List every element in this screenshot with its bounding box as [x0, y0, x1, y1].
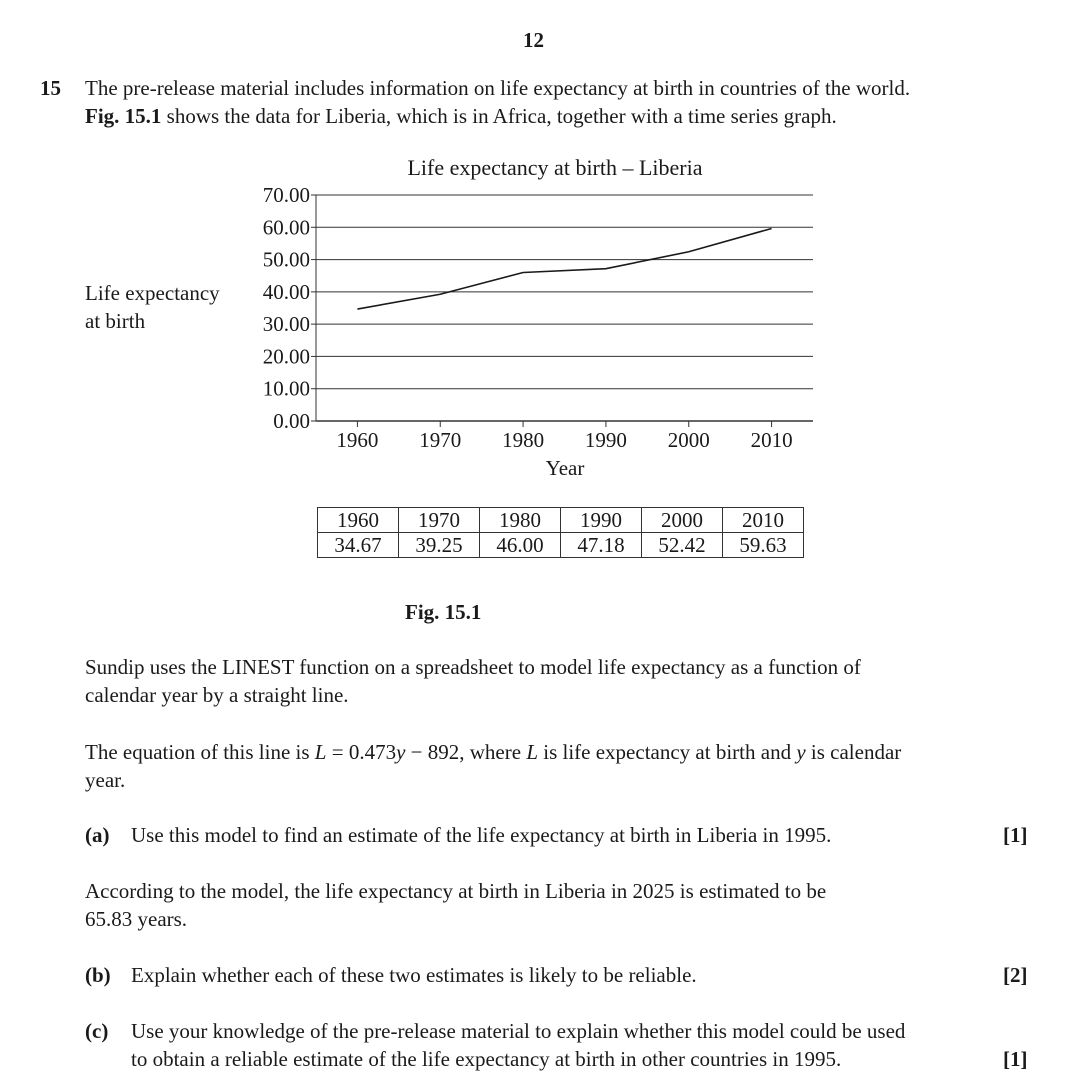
equation-var-y: y [396, 740, 406, 764]
table-cell-value: 39.25 [399, 533, 480, 558]
paragraph-2-line2: year. [85, 768, 126, 792]
part-b-text: Explain whether each of these two estimates is likely to be reliable. [131, 963, 697, 987]
x-tick-label: 1990 [584, 428, 627, 452]
table-cell-value: 52.42 [642, 533, 723, 558]
y-tick-label: 10.00 [262, 376, 310, 401]
y-tick-label: 60.00 [262, 215, 310, 240]
figure-caption: Fig. 15.1 [405, 600, 482, 624]
equation-text: The equation of this line is [85, 740, 315, 764]
y-tick-label: 20.00 [262, 344, 310, 369]
part-c-line2: to obtain a reliable estimate of the life expectancy at birth in other countries in 1995. [131, 1047, 842, 1071]
part-c-mark: [1] [1003, 1047, 1028, 1071]
y-tick-label: 70.00 [262, 183, 310, 207]
equation-var-L: L [314, 740, 327, 764]
equation-text: is life expectancy at birth and [538, 740, 797, 764]
equation-var-L: L [526, 740, 538, 764]
paragraph-1-line2: calendar year by a straight line. [85, 683, 349, 707]
table-row-years [318, 508, 804, 533]
table-cell-year: 1990 [561, 508, 642, 533]
paragraph-2-line1 [85, 740, 901, 765]
paragraph-1-line1: Sundip uses the LINEST function on a spreadsheet to model life expectancy as a function of [85, 655, 861, 679]
equation-text: − 892, where [405, 740, 527, 764]
table-cell-value: 46.00 [480, 533, 561, 558]
x-axis-label: Year [545, 456, 585, 480]
y-tick-label: 40.00 [262, 279, 310, 304]
question-number: 15 [40, 76, 61, 100]
equation-text: is calendar [805, 740, 902, 764]
y-axis-label-line2: at birth [85, 309, 146, 333]
y-axis-label-line1: Life expectancy [85, 281, 220, 305]
x-tick-label: 1970 [419, 428, 462, 452]
table-cell-year: 1980 [480, 508, 561, 533]
table-cell-value: 34.67 [318, 533, 399, 558]
x-tick-label: 2000 [667, 428, 710, 452]
series-line [357, 228, 771, 309]
y-tick-label: 30.00 [262, 312, 310, 337]
question-intro-line1: The pre-release material includes information on life expectancy at birth in countries of the world. [85, 76, 911, 100]
table-cell-year: 2010 [723, 508, 804, 533]
part-b-label: (b) [85, 963, 111, 987]
chart-title: Life expectancy at birth – Liberia [407, 155, 703, 180]
table-cell-year: 1960 [318, 508, 399, 533]
part-a-mark: [1] [1003, 823, 1028, 847]
y-tick-label: 50.00 [262, 247, 310, 272]
equation-var-y: y [796, 740, 806, 764]
table-cell-value: 59.63 [723, 533, 804, 558]
part-a-text: Use this model to find an estimate of the life expectancy at birth in Liberia in 1995. [131, 823, 832, 847]
table-cell-value: 47.18 [561, 533, 642, 558]
paragraph-3-line2: 65.83 years. [85, 907, 188, 931]
data-table [317, 507, 804, 558]
table-cell-year: 1970 [399, 508, 480, 533]
x-tick-label: 1980 [502, 428, 545, 452]
part-b-mark: [2] [1003, 963, 1028, 987]
part-c-label: (c) [85, 1019, 109, 1043]
table-cell-year: 2000 [642, 508, 723, 533]
part-a-label: (a) [85, 823, 110, 847]
figure-reference: Fig. 15.1 [85, 104, 162, 128]
x-tick-label: 2010 [750, 428, 793, 452]
x-tick-label: 1960 [336, 428, 379, 452]
intro-line2-text: shows the data for Liberia, which is in Africa, together with a time series graph. [161, 104, 837, 128]
paragraph-3-line1: According to the model, the life expectancy at birth in Liberia in 2025 is estimated to be [85, 879, 827, 903]
page-number: 12 [523, 28, 544, 52]
table-row-values [318, 533, 804, 558]
part-c-line1: Use your knowledge of the pre-release material to explain whether this model could be used [131, 1019, 906, 1043]
y-tick-label: 0.00 [273, 409, 310, 433]
equation-text: = 0.473 [326, 740, 397, 764]
life-expectancy-chart [0, 0, 1091, 490]
